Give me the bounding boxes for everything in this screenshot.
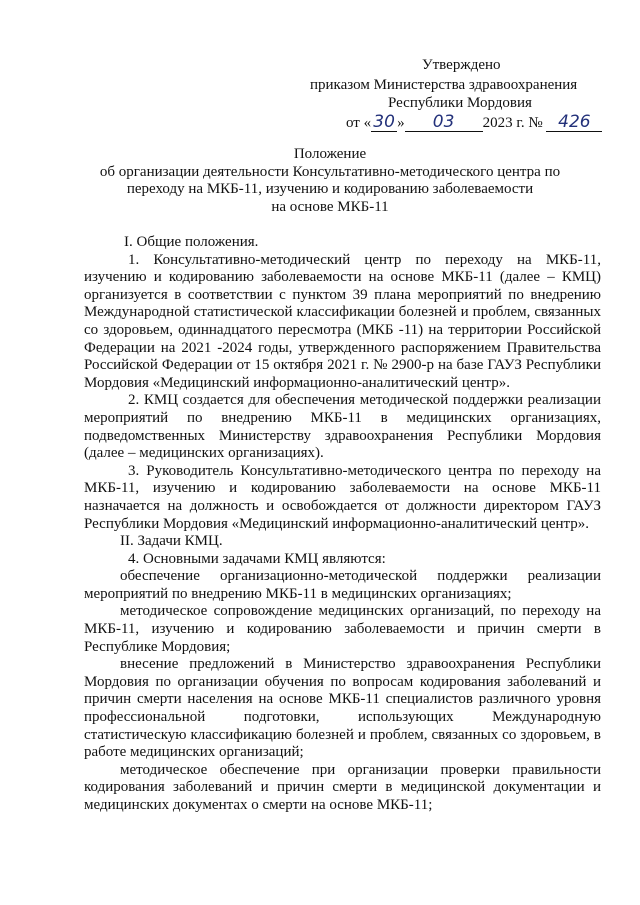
approval-label: Утверждено bbox=[422, 57, 501, 73]
date-prefix: от « bbox=[346, 115, 372, 131]
task-item-1: обеспечение организационно-методической поддержки реализации мероприятий по внедрению МКБ-11 в медицинских организациях; bbox=[84, 568, 601, 602]
approval-date-line bbox=[346, 113, 602, 132]
paragraph-1: 1. Консультативно-методический центр по переходу на МКБ-11, изучению и кодированию заболеваемости на основе МКБ-11 (далее – КМЦ) организуется в соответствии с пунктом 39 плана мероприятий по внедрению Международной статистической классификации болезней и проблем, связанных со здоровьем, одиннадцатого пересмотра (МКБ -11) на территории Российской Федерации на 2021 -2024 годы, утвержденного распоряжением Правительства Российской Федерации от 15 октября 2021 г. № 2900-р на базе ГАУЗ Республики Мордовия «Медицинский информационно-аналитический центр». bbox=[84, 251, 601, 391]
title-line-1: об организации деятельности Консультативно-методического центра по bbox=[99, 163, 561, 180]
task-item-3: внесение предложений в Министерство здравоохранения Республики Мордовия по организации обучения по вопросам кодирования заболеваний и причин смерти населения на основе МКБ-11 специалистов различного уровня профессиональной подготовки, использующих Международную статистическую классификацию болезней и проблем, связанных со здоровьем, в работе медицинских организаций; bbox=[84, 656, 601, 761]
date-mid: » bbox=[397, 115, 405, 131]
handwritten-month: 03 bbox=[405, 113, 483, 132]
section-heading-general: I. Общие положения. bbox=[124, 234, 259, 250]
document-title bbox=[70, 146, 590, 216]
paragraph-3: 3. Руководитель Консультативно-методического центра по переходу на МКБ-11, изучению и кодированию заболеваемости на основе МКБ-11 назначается на должность и освобождается от должности директором ГАУЗ Республики Мордовия «Медицинский информационно-аналитический центр». bbox=[84, 462, 601, 532]
handwritten-order-number: 426 bbox=[546, 113, 602, 132]
approval-republic-line: Республики Мордовия bbox=[388, 95, 532, 111]
title-heading: Положение bbox=[293, 146, 367, 162]
date-year: 2023 г. № bbox=[482, 115, 543, 131]
paragraph-4: 4. Основными задачами КМЦ являются: bbox=[128, 550, 386, 567]
handwritten-day: 30 bbox=[371, 113, 397, 132]
title-line-3: на основе МКБ-11 bbox=[271, 198, 389, 215]
section-heading-tasks: II. Задачи КМЦ. bbox=[120, 533, 223, 550]
document-body bbox=[84, 234, 601, 815]
task-item-2: методическое сопровождение медицинских организаций, по переходу на МКБ-11, изучению и кодированию заболеваемости и причин смерти в Республике Мордовия; bbox=[84, 603, 601, 655]
approval-order-line: приказом Министерства здравоохранения bbox=[310, 77, 578, 93]
task-item-4: методическое обеспечение при организации проверки правильности кодирования заболеваний и причин смерти в медицинской документации и медицинских документах о смерти на основе МКБ-11; bbox=[84, 761, 601, 813]
title-line-2: переходу на МКБ-11, изучению и кодированию заболеваемости bbox=[126, 181, 534, 197]
paragraph-2: 2. КМЦ создается для обеспечения методической поддержки реализации мероприятий по внедрению МКБ-11 в медицинских организациях, подведомственных Министерству здравоохранения Республики Мордовия (далее – медицинских организациях). bbox=[84, 392, 601, 462]
